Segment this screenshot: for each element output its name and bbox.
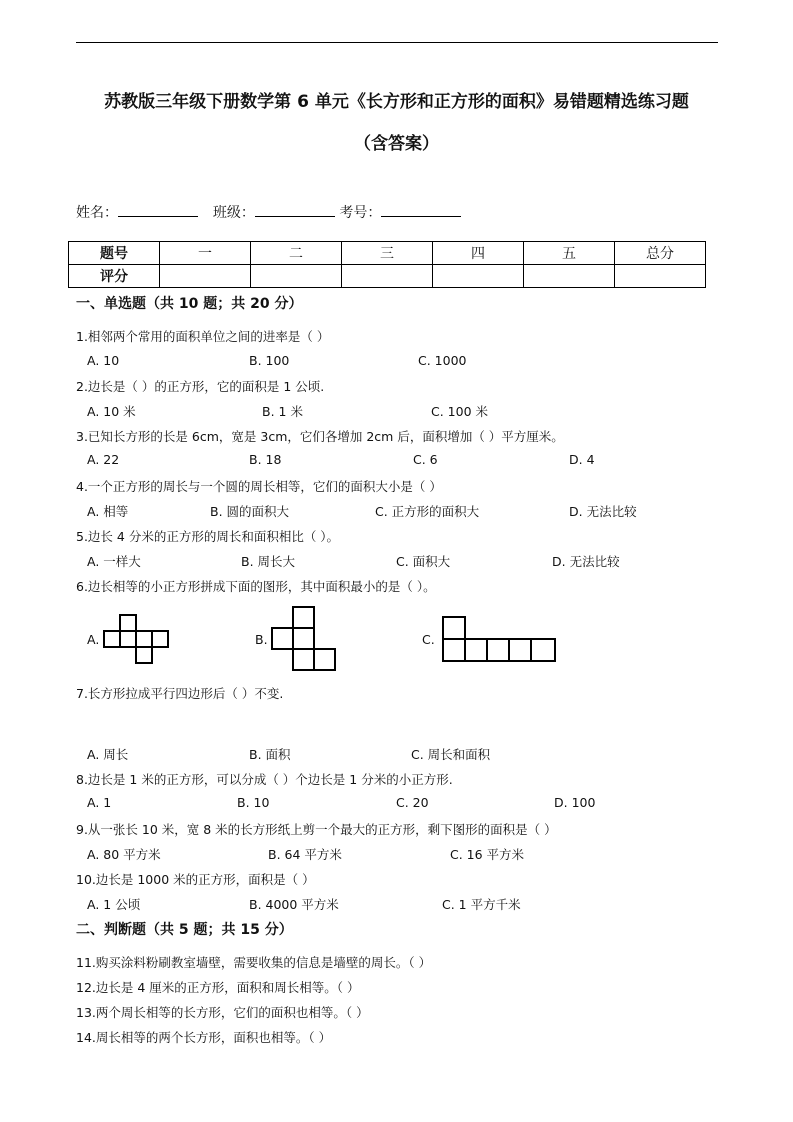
class-field[interactable] xyxy=(255,202,335,217)
grid-square xyxy=(508,638,532,662)
question-text: 14.周长相等的两个长方形，面积也相等。（ ） xyxy=(76,1030,332,1045)
grid-square xyxy=(442,638,466,662)
table-cell: 一 xyxy=(160,242,251,265)
option[interactable]: B. 100 xyxy=(249,353,290,368)
grid-square xyxy=(135,646,153,664)
option[interactable]: D. 100 xyxy=(554,795,596,810)
question-text: 2.边长是（ ）的正方形，它的面积是 1 公顷. xyxy=(76,379,325,394)
question-text: 11.购买涂料粉刷教室墙壁，需要收集的信息是墙壁的周长。（ ） xyxy=(76,955,432,970)
grid-square xyxy=(313,648,336,671)
option[interactable]: B. 64 平方米 xyxy=(268,847,342,862)
option[interactable]: B. 10 xyxy=(237,795,270,810)
option[interactable]: A. 相等 xyxy=(87,504,129,519)
option[interactable]: A. 一样大 xyxy=(87,554,141,569)
question-text: 12.边长是 4 厘米的正方形，面积和周长相等。（ ） xyxy=(76,980,360,995)
option[interactable]: C. 16 平方米 xyxy=(450,847,525,862)
page-subtitle: （含答案） xyxy=(354,134,439,154)
score-cell[interactable] xyxy=(615,265,706,288)
table-cell: 五 xyxy=(524,242,615,265)
option[interactable]: A. 周长 xyxy=(87,747,129,762)
option[interactable]: C. 1 平方千米 xyxy=(442,897,521,912)
question-text: 13.两个周长相等的长方形，它们的面积也相等。（ ） xyxy=(76,1005,369,1020)
grid-square xyxy=(151,630,169,648)
option[interactable]: D. 无法比较 xyxy=(569,504,637,519)
option[interactable]: B. 1 米 xyxy=(262,404,303,419)
option[interactable]: C. 周长和面积 xyxy=(411,747,491,762)
grid-square xyxy=(271,627,294,650)
score-cell[interactable] xyxy=(160,265,251,288)
grid-square xyxy=(464,638,488,662)
question-text: 8.边长是 1 米的正方形，可以分成（ ）个边长是 1 分米的小正方形. xyxy=(76,772,453,787)
table-cell: 四 xyxy=(433,242,524,265)
option[interactable]: A. 10 xyxy=(87,353,120,368)
option[interactable]: A. 10 米 xyxy=(87,404,136,419)
option[interactable]: C. xyxy=(422,632,435,647)
name-label: 姓名： xyxy=(76,205,118,221)
section-heading: 一、单选题（共 10 题；共 20 分） xyxy=(76,296,303,312)
question-text: 5.边长 4 分米的正方形的周长和面积相比（ ）。 xyxy=(76,529,340,544)
score-table xyxy=(68,241,706,288)
table-cell: 题号 xyxy=(69,242,160,265)
option[interactable]: B. 周长大 xyxy=(241,554,296,569)
grid-square xyxy=(486,638,510,662)
score-cell[interactable] xyxy=(342,265,433,288)
option[interactable]: C. 100 米 xyxy=(431,404,489,419)
table-cell: 二 xyxy=(251,242,342,265)
table-cell: 评分 xyxy=(69,265,160,288)
grid-square xyxy=(530,638,556,662)
question-text: 9.从一张长 10 米，宽 8 米的长方形纸上剪一个最大的正方形，剩下图形的面积是（ ） xyxy=(76,822,557,837)
grid-square xyxy=(442,616,466,640)
name-field[interactable] xyxy=(118,202,198,217)
option[interactable]: A. 22 xyxy=(87,452,120,467)
table-cell: 总分 xyxy=(615,242,706,265)
score-cell[interactable] xyxy=(251,265,342,288)
question-text: 6.边长相等的小正方形拼成下面的图形，其中面积最小的是（ ）。 xyxy=(76,579,436,594)
exam-number-label: 考号： xyxy=(339,205,382,221)
score-table-header-row xyxy=(69,242,706,265)
grid-square xyxy=(292,648,315,671)
option[interactable]: A. 1 公顷 xyxy=(87,897,141,912)
option[interactable]: B. 圆的面积大 xyxy=(210,504,290,519)
question-text: 3.已知长方形的长是 6cm，宽是 3cm，它们各增加 2cm 后，面积增加（ ）平方厘米。 xyxy=(76,429,564,444)
question-text: 1.相邻两个常用的面积单位之间的进率是（ ） xyxy=(76,329,330,344)
page-title: 苏教版三年级下册数学第 6 单元《长方形和正方形的面积》易错题精选练习题 xyxy=(104,92,689,112)
student-info-row xyxy=(76,202,461,222)
question-text: 10.边长是 1000 米的正方形，面积是（ ） xyxy=(76,872,315,887)
class-label: 班级： xyxy=(212,205,255,221)
option[interactable]: C. 面积大 xyxy=(396,554,451,569)
table-cell: 三 xyxy=(342,242,433,265)
option[interactable]: A. xyxy=(87,632,100,647)
score-cell[interactable] xyxy=(524,265,615,288)
grid-square xyxy=(292,606,315,629)
exam-number-field[interactable] xyxy=(381,202,461,217)
header-rule xyxy=(76,42,718,43)
option[interactable]: C. 正方形的面积大 xyxy=(375,504,480,519)
option[interactable]: C. 1000 xyxy=(418,353,467,368)
option[interactable]: D. 无法比较 xyxy=(552,554,620,569)
grid-square xyxy=(292,627,315,650)
score-cell[interactable] xyxy=(433,265,524,288)
option[interactable]: A. 80 平方米 xyxy=(87,847,161,862)
question-text: 7.长方形拉成平行四边形后（ ）不变. xyxy=(76,686,284,701)
option[interactable]: D. 4 xyxy=(569,452,595,467)
option[interactable]: B. xyxy=(255,632,268,647)
option[interactable]: B. 4000 平方米 xyxy=(249,897,339,912)
section-heading: 二、判断题（共 5 题；共 15 分） xyxy=(76,922,293,938)
score-table-score-row xyxy=(69,265,706,288)
option[interactable]: A. 1 xyxy=(87,795,112,810)
option[interactable]: C. 6 xyxy=(413,452,438,467)
option[interactable]: B. 18 xyxy=(249,452,282,467)
question-text: 4.一个正方形的周长与一个圆的周长相等，它们的面积大小是（ ） xyxy=(76,479,442,494)
option[interactable]: C. 20 xyxy=(396,795,429,810)
option[interactable]: B. 面积 xyxy=(249,747,291,762)
